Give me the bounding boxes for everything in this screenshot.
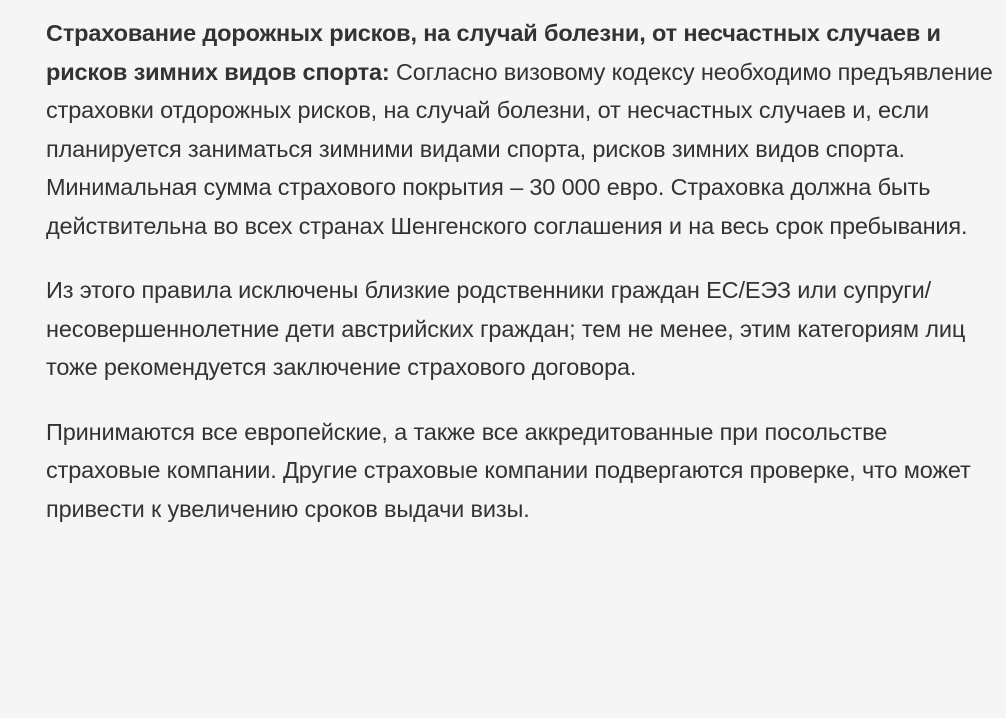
insurance-paragraph [46, 14, 996, 245]
insurance-text: Согласно визовому кодексу необходимо предъявление страховки отдорожных рисков, на случай болезни, от несчастных случаев и, если планируется заниматься зимними видами спорта, рисков зимних видов спорта. Минимальная сумма страхового покрытия – 30 000 евро. Страховка должна быть действительна во всех странах Шенгенского соглашения и на весь срок пребывания. [46, 58, 993, 239]
insurance-heading: Страхование дорожных рисков, на случай болезни, от несчастных случаев и рисков зимних видов спорта: [46, 20, 941, 85]
exception-paragraph: Из этого правила исключены близкие родственники граждан ЕС/ЕЭЗ или супруги/несовершеннолетние дети австрийских граждан; тем не менее, этим категориям лиц тоже рекомендуется заключение страхового договора. [46, 277, 966, 380]
insurance-companies-paragraph: Принимаются все европейские, а также все аккредитованные при посольстве страховые компании. Другие страховые компании подвергаются проверке, что может привести к увеличению сроков выдачи визы. [46, 418, 971, 522]
article-body [46, 14, 996, 554]
